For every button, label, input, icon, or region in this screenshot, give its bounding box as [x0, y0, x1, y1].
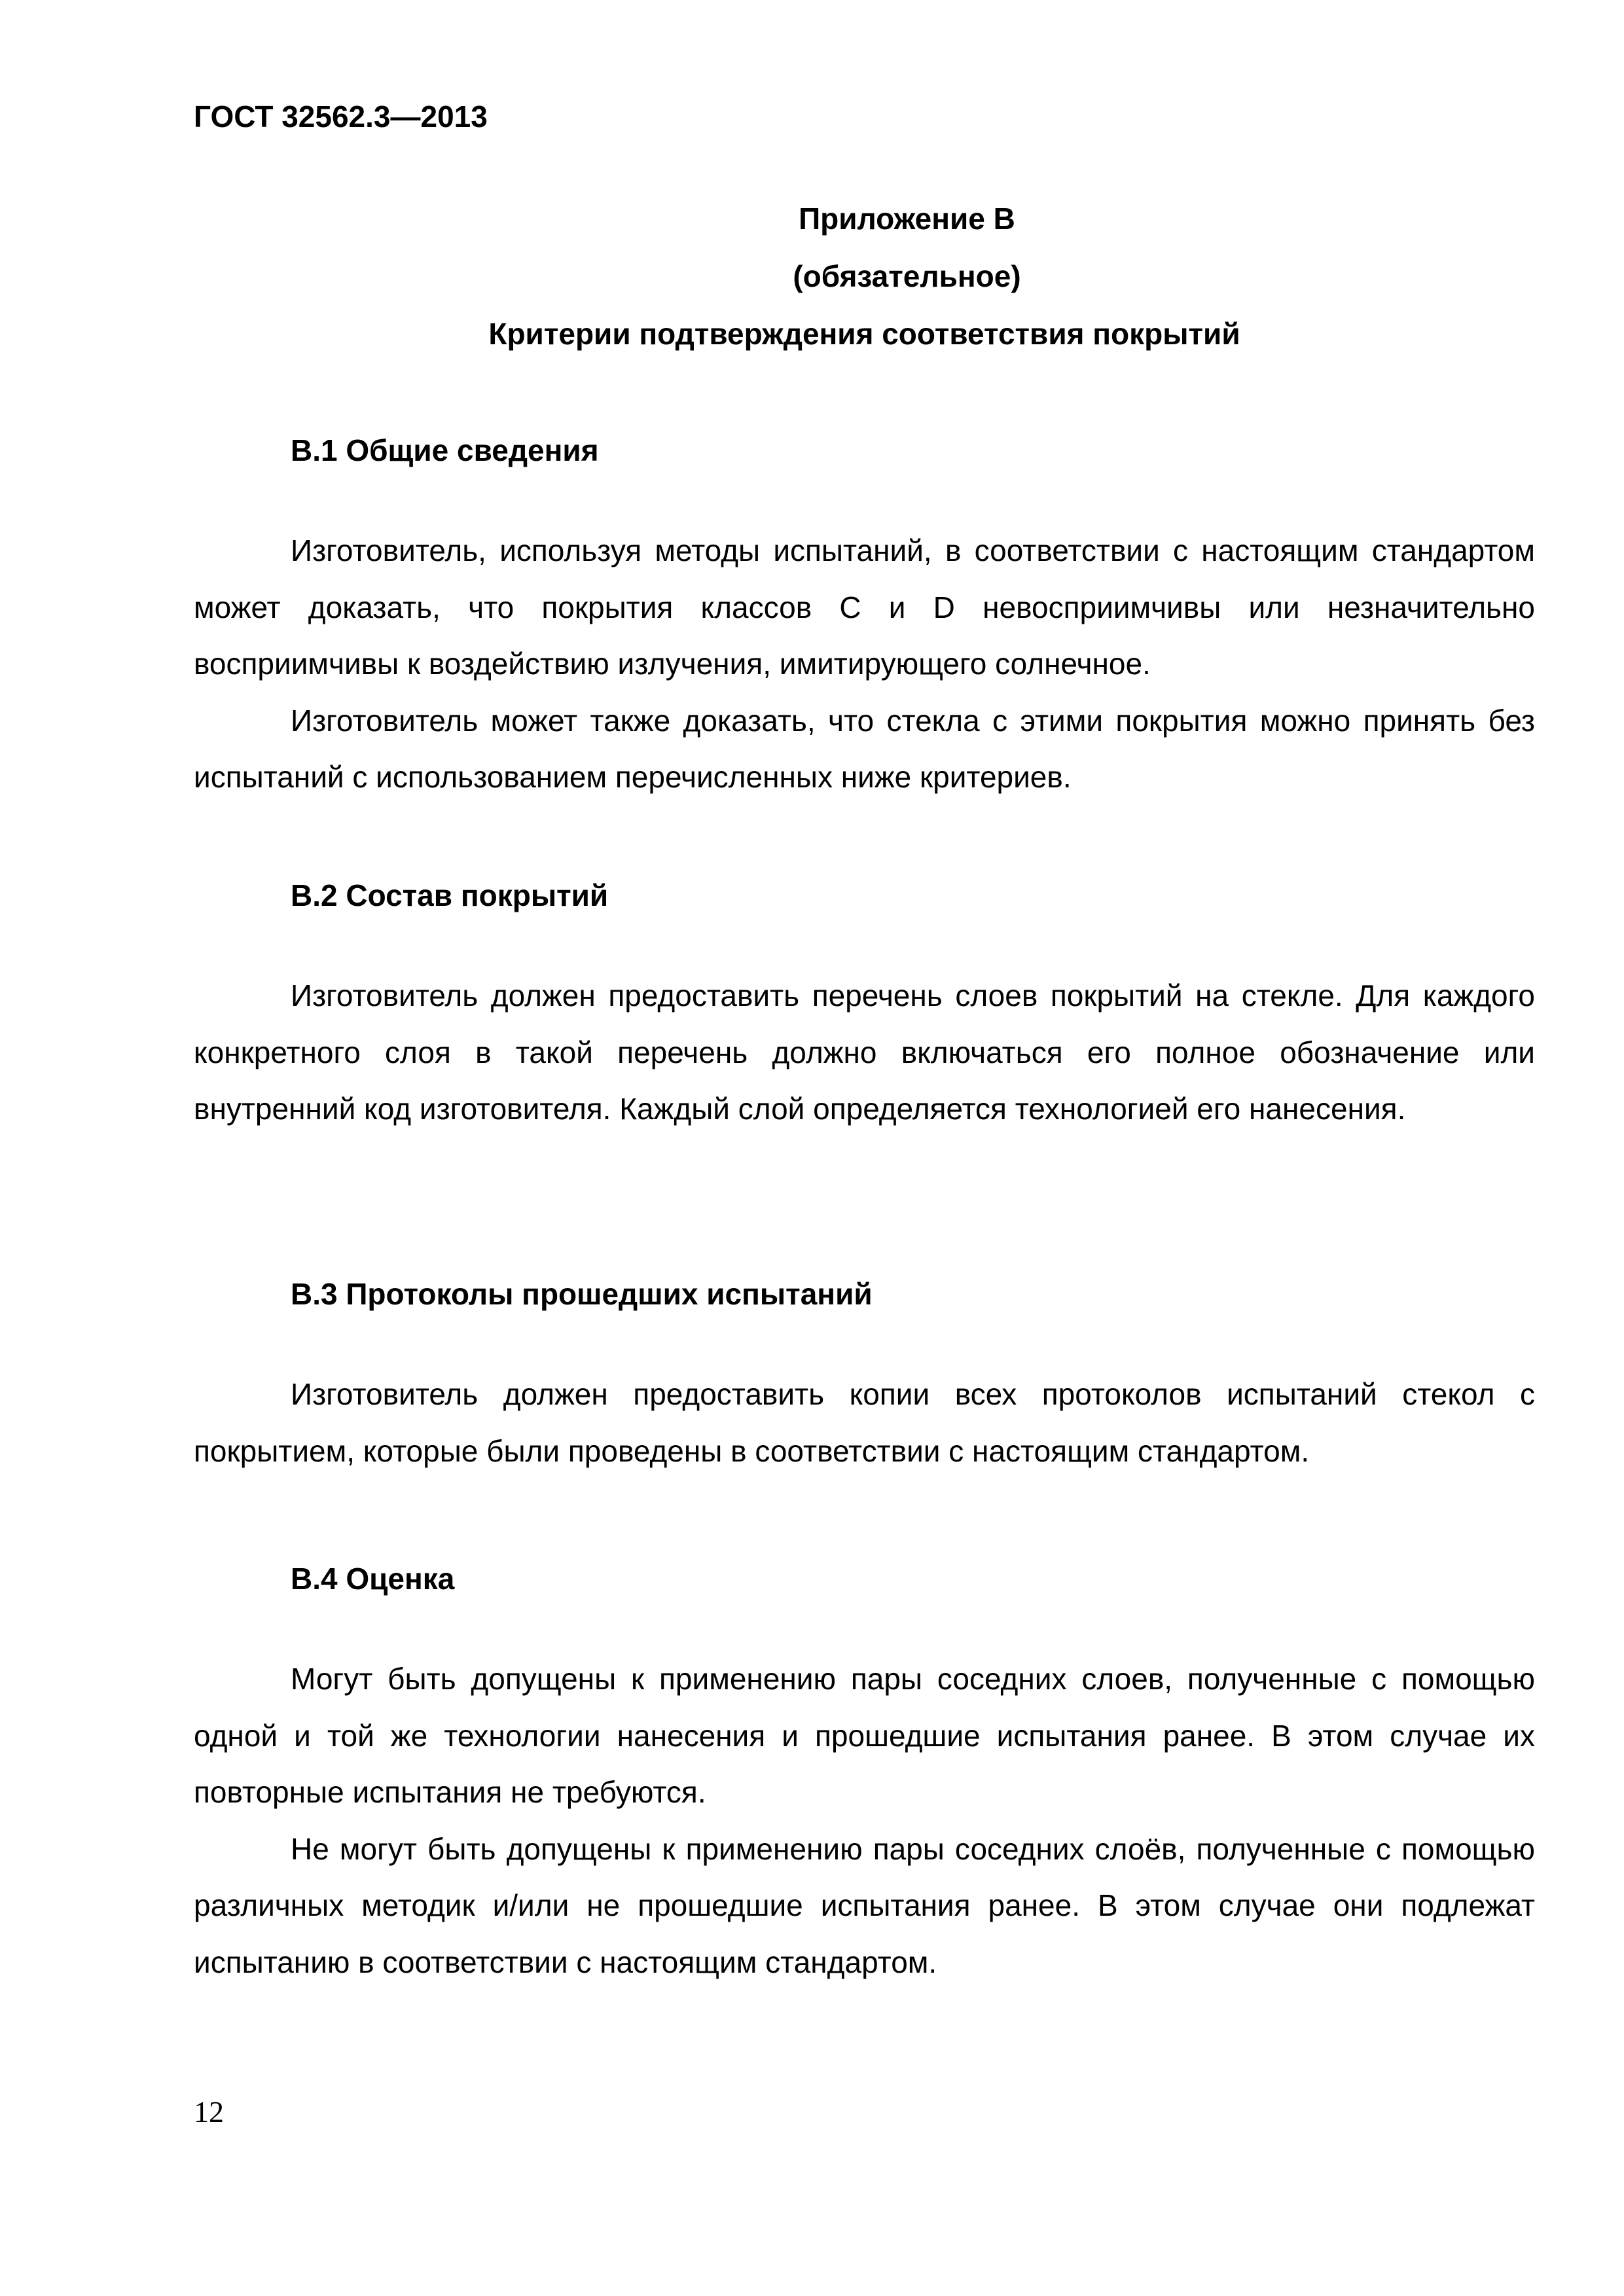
appendix-status: (обязательное) [793, 259, 1021, 293]
appendix-heading [194, 190, 1535, 363]
section-title: В.4 Оценка [291, 1562, 455, 1596]
appendix-label: Приложение В [799, 202, 1015, 236]
section-b4 [194, 1559, 1535, 1990]
paragraph: Не могут быть допущены к применению пары соседних слоёв, полученные с помощью различных методик и/или не прошедшие испытания ранее. В этом случае они подлежат испытанию в соответствии с настоящим стандартом. [194, 1831, 1535, 1979]
paragraph: Изготовитель должен предоставить перечень слоев покрытий на стекле. Для каждого конкретного слоя в такой перечень должно включаться его полное обозначение или внутренний код изготовителя. Каждый слой определяется технологией его нанесения. [194, 978, 1535, 1126]
page-number: 12 [194, 2095, 224, 2128]
section-b1 [194, 431, 1535, 806]
section-title: В.2 Состав покрытий [291, 878, 609, 912]
paragraph: Изготовитель должен предоставить копии всех протоколов испытаний стекол с покрытием, которые были проведены в соответствии с настоящим стандартом. [194, 1377, 1535, 1468]
section-b3 [194, 1274, 1535, 1479]
document-code: ГОСТ 32562.3—2013 [194, 99, 488, 134]
paragraph: Изготовитель может также доказать, что стекла с этими покрытия можно принять без испытаний с использованием перечисленных ниже критериев. [194, 703, 1535, 794]
appendix-title: Критерии подтверждения соответствия покрытий [488, 317, 1240, 351]
paragraph: Могут быть допущены к применению пары соседних слоев, полученные с помощью одной и той же технологии нанесения и прошедшие испытания ранее. В этом случае их повторные испытания не требуются. [194, 1662, 1535, 1809]
section-b2 [194, 876, 1535, 1138]
section-title: В.3 Протоколы прошедших испытаний [291, 1277, 873, 1311]
section-title: В.1 Общие сведения [291, 433, 599, 467]
paragraph: Изготовитель, используя методы испытаний, в соответствии с настоящим стандартом может доказать, что покрытия классов C и D невосприимчивы или незначительно восприимчивы к воздействию излучения, имитирующего солнечное. [194, 533, 1535, 681]
